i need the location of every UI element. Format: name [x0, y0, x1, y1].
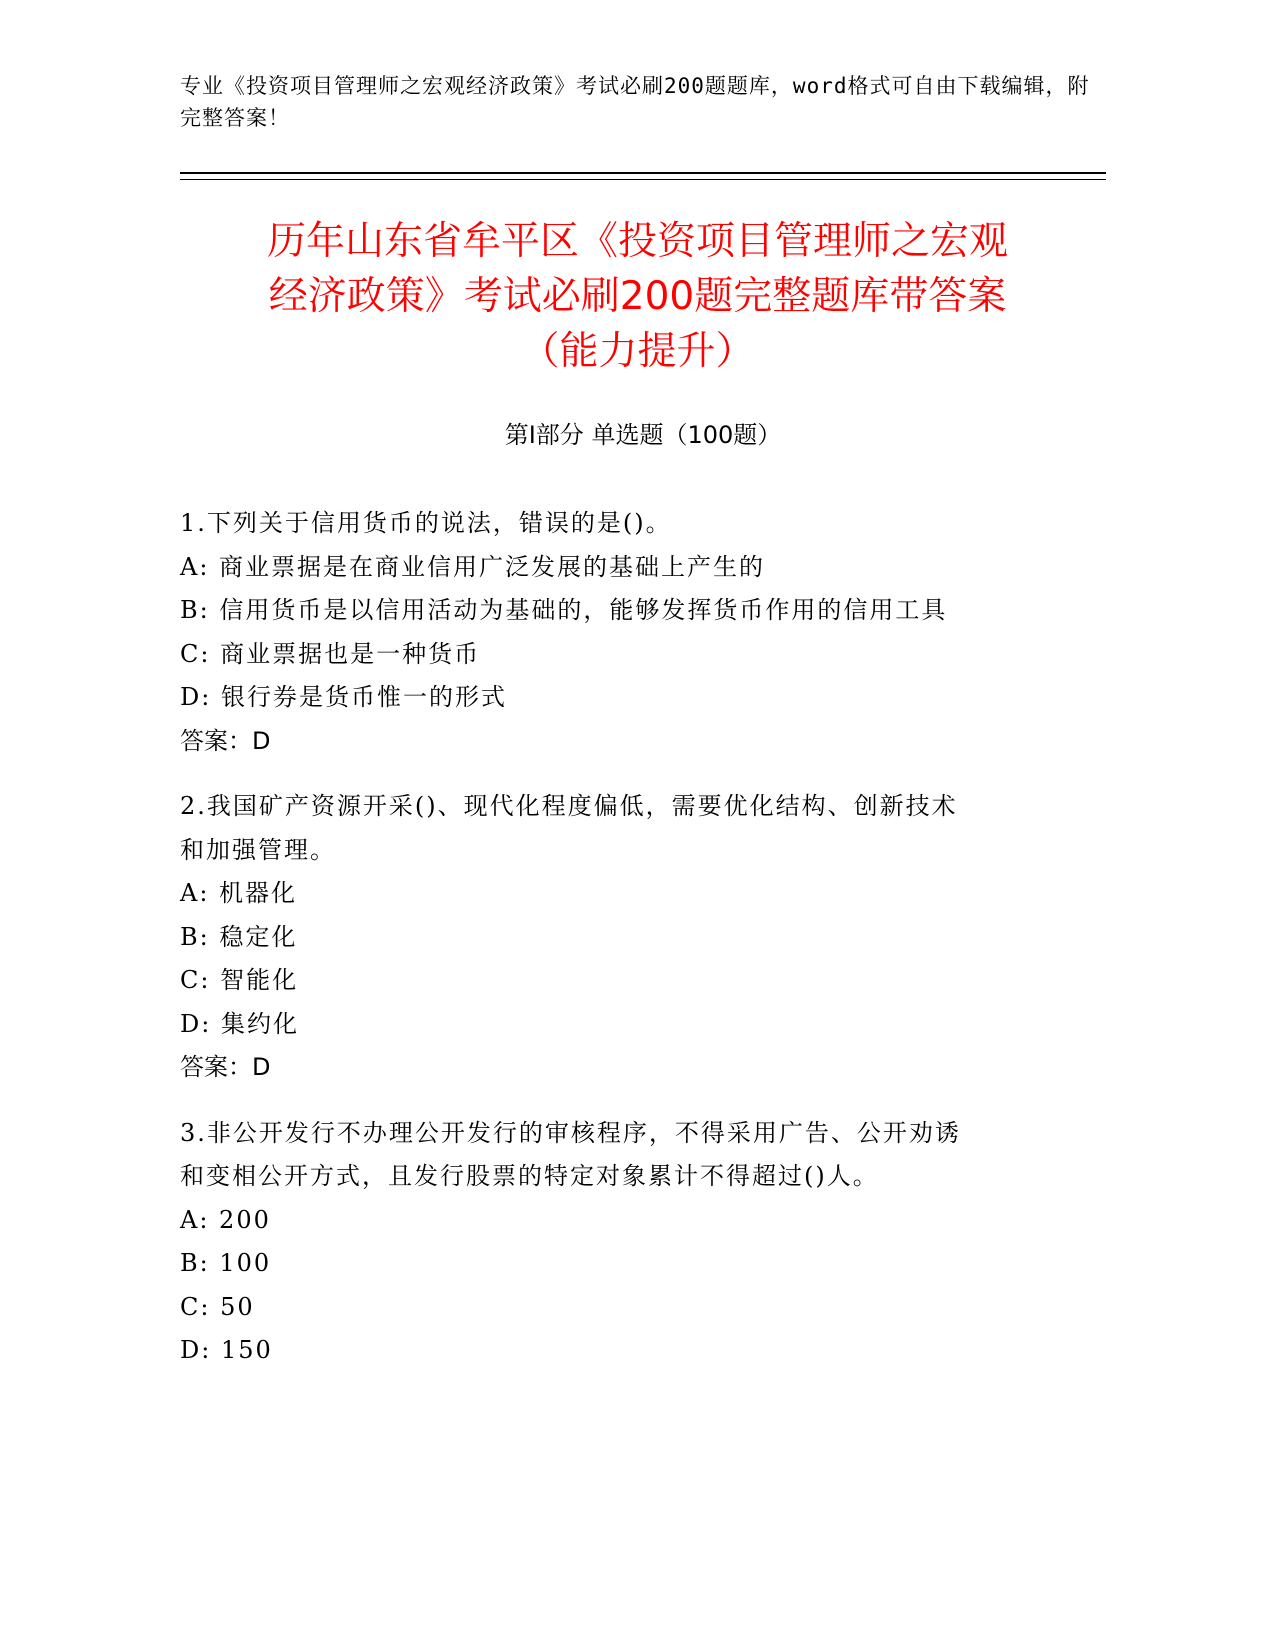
option-d: D: 银行券是货币惟一的形式 — [180, 683, 507, 711]
question-text: 1.下列关于信用货币的说法，错误的是()。 — [180, 509, 672, 537]
question-1 — [180, 502, 1040, 763]
question-text: 3.非公开发行不办理公开发行的审核程序，不得采用广告、公开劝诱 — [180, 1118, 961, 1147]
option-b: B: 100 — [180, 1249, 272, 1277]
header-rule-thick — [180, 172, 1106, 174]
option-c: C: 商业票据也是一种货币 — [180, 639, 481, 668]
option-c: C: 智能化 — [180, 966, 299, 994]
header-rule-thin — [180, 179, 1106, 180]
question-3 — [180, 1112, 1040, 1373]
option-d: D: 150 — [180, 1336, 273, 1364]
option-c: C: 50 — [180, 1292, 255, 1321]
header-note: 专业《投资项目管理师之宏观经济政策》考试必刷200题题库，word格式可自由下载编辑，附完整答案！ — [180, 74, 1090, 130]
title-line: 经济政策》考试必刷200题完整题库带答案 — [268, 274, 1007, 319]
option-b: B: 稳定化 — [180, 922, 298, 951]
answer: 答案：D — [180, 1053, 271, 1081]
option-b: B: 信用货币是以信用活动为基础的，能够发挥货币作用的信用工具 — [180, 596, 948, 624]
answer: 答案：D — [180, 726, 271, 755]
question-text: 2.我国矿产资源开采()、现代化程度偏低，需要优化结构、创新技术 — [180, 792, 958, 820]
title-line: 历年山东省牟平区《投资项目管理师之宏观 — [266, 219, 1008, 264]
question-list — [180, 502, 1040, 1395]
section-title: 第I部分 单选题（100题） — [504, 421, 782, 449]
title-line: （能力提升） — [520, 329, 755, 374]
option-a: A: 商业票据是在商业信用广泛发展的基础上产生的 — [180, 552, 766, 581]
question-text: 和变相公开方式，且发行股票的特定对象累计不得超过()人。 — [180, 1162, 879, 1190]
question-2 — [180, 785, 1040, 1090]
option-d: D: 集约化 — [180, 1009, 299, 1038]
document-title — [140, 214, 1135, 379]
option-a: A: 机器化 — [180, 879, 298, 907]
question-text: 和加强管理。 — [180, 835, 336, 864]
option-a: A: 200 — [180, 1205, 271, 1234]
